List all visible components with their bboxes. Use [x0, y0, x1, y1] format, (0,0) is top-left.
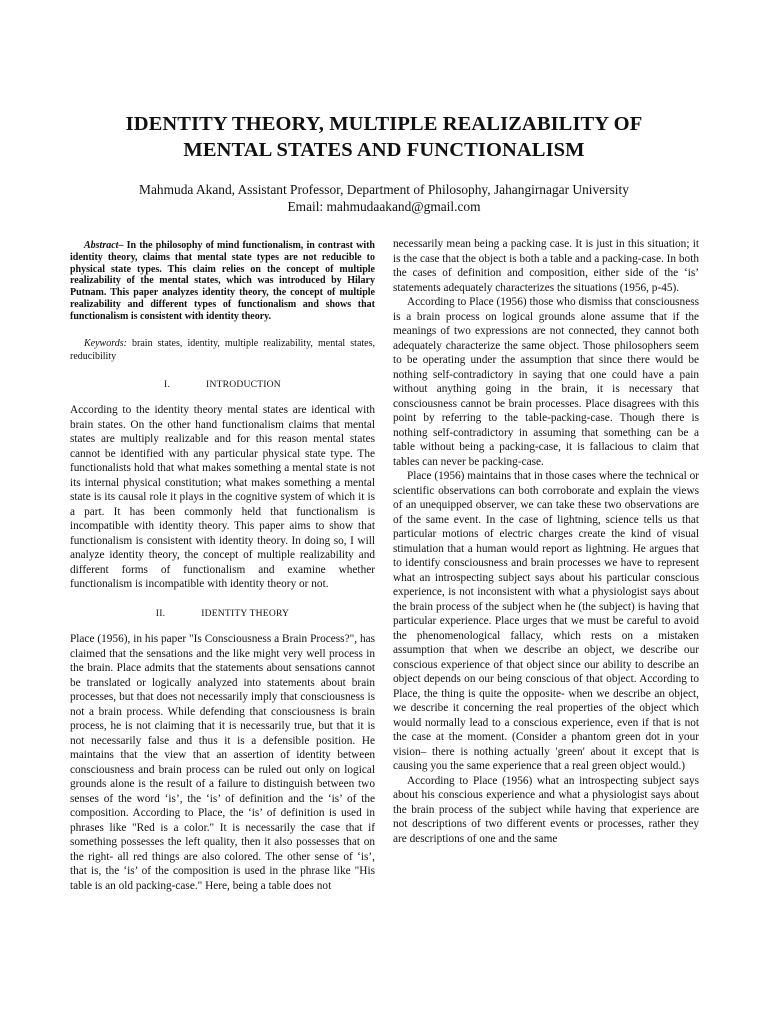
body-paragraph: According to Place (1956) what an introspecting subject says about his conscious experience and what a physiologist says about the brain process of the subject while having that experience are not descriptions of two different events or processes, rather they are descriptions of one and the same [393, 774, 699, 845]
title-line-1: IDENTITY THEORY, MULTIPLE REALIZABILITY OF [125, 113, 643, 135]
section-title: INTRODUCTION [206, 378, 281, 390]
identity-theory-paragraph: Place (1956), in his paper "Is Consciousness a Brain Process?", has claimed that the sensations and the like might very well process in the brain. Place admits that the statements about sensations cannot be translated or logically analyzed into statements about brain processes, but that does not necessarily imply that consciousness is not a brain process. While defending that consciousness is brain process, he is not claiming that it is necessarily true, but that it is not necessarily false and thus it is a defensible position. He maintains that the view that an assertion of identity between consciousness and brain process can be ruled out only on logical grounds alone is the result of a failure to distinguish between two senses of the word ‘is’, the ‘is’ of definition and the ‘is’ of the composition. According to Place, the ‘is’ of definition is used in phrases like "Red is a color." It is necessarily the case that if something possesses the left quality, then it also possesses that on the right- all red things are also colored. The other sense of ‘is’, that is, the ‘is’ of the composition is used in the phrase like "His table is an old packing-case." Here, being a table does not [70, 633, 375, 892]
abstract-text: In the philosophy of mind functionalism, in contrast with identity theory, claims that mental state types are not reducible to physical state types. This claim relies on the concept of multiple realizability of the mental states, which was introduced by Hilary Putnam. This paper analyzes identity theory, the concept of multiple realizability and different types of functionalism and shows that functionalism is consistent with identity theory. [70, 240, 375, 322]
abstract-label: Abstract– [84, 240, 124, 251]
section-number: II. [155, 607, 166, 619]
section-heading-identity-theory [70, 607, 375, 622]
section-number: I. [164, 378, 171, 390]
author-block [60, 181, 708, 215]
abstract [70, 240, 375, 323]
body-paragraph: According to Place (1956) those who dismiss that consciousness is a brain process on logical grounds alone assume that if the meanings of two expressions are not connected, they cannot both adequately characterize the same object. Those philosophers seem to be operating under the assumption that since there would be nothing self-contradictory in saying that one could have a pain without anything going in the brain, it is necessary that consciousness cannot be brain processes. Place disagrees with this point by referring to the table-packing-case. Though there is nothing self-contradictory in assuming that something can be a table without being a packing-case, it is fallacious to claim that tables can never be packing-case. [393, 296, 699, 468]
author-email: Email: mahmudaakand@gmail.com [287, 199, 481, 214]
left-column [70, 237, 375, 893]
keywords-label: Keywords: [84, 337, 127, 349]
section-heading-introduction [70, 378, 375, 393]
paper-title [60, 111, 708, 163]
keywords-text: brain states, identity, multiple realizability, mental states, reducibility [70, 337, 375, 362]
right-column [393, 237, 699, 846]
keywords [70, 337, 375, 363]
section-title: IDENTITY THEORY [201, 607, 290, 619]
introduction-paragraph: According to the identity theory mental states are identical with brain states. On the other hand functionalism claims that mental states are multiply realizable and for this reason mental states cannot be identified with any particular physical state type. The functionalists hold that what makes something a mental state is not its internal physical constitution; what makes something a mental state is its causal role it plays in the cognitive system of which it is a part. It has been commonly held that functionalism is incompatible with identity theory. This paper aims to show that functionalism is consistent with identity theory. In doing so, I will analyze identity theory, the concept of multiple realizability and different forms of functionalism and examine whether functionalism is incompatible with identity theory or not. [70, 404, 375, 591]
author-affiliation: Mahmuda Akand, Assistant Professor, Department of Philosophy, Jahangirnagar University [139, 182, 629, 197]
title-line-2: MENTAL STATES AND FUNCTIONALISM [183, 139, 585, 161]
body-paragraph: necessarily mean being a packing case. It is just in this situation; it is the case that the object is both a table and a packing-case. In both the cases of definition and composition, either side of the ‘is’ statements adequately characterizes the situations (1956, p-45). [393, 238, 699, 294]
body-paragraph: Place (1956) maintains that in those cases where the technical or scientific observations can both corroborate and explain the views of an unequipped observer, we can take these two observations are of the same event. In the case of lightning, science tells us that particular motions of electric charges create the kind of visual stimulation that a human would report as lightning. He argues that to identify consciousness and brain processes we have to represent what an introspecting subject says about his particular conscious experience, is not inconsistent with what a physiologist says about the brain process of the subject when he (the subject) is having that particular experience. Place urges that we must be careful to avoid the phenomenological fallacy, which rests on a mistaken assumption that when we describe an object, we describe our conscious experience of that object since our ability to describe an object depends on our being conscious of that object. According to Place, the thing is quite the opposite- when we describe an object, we describe it concerning the real properties of the object which would normally lead to a conscious experience, even if that is not the case at the moment. (Consider a phantom green dot in your vision– there is nothing actually 'green' about it except that is causing you the same experience that a real green object would.) [393, 470, 699, 772]
